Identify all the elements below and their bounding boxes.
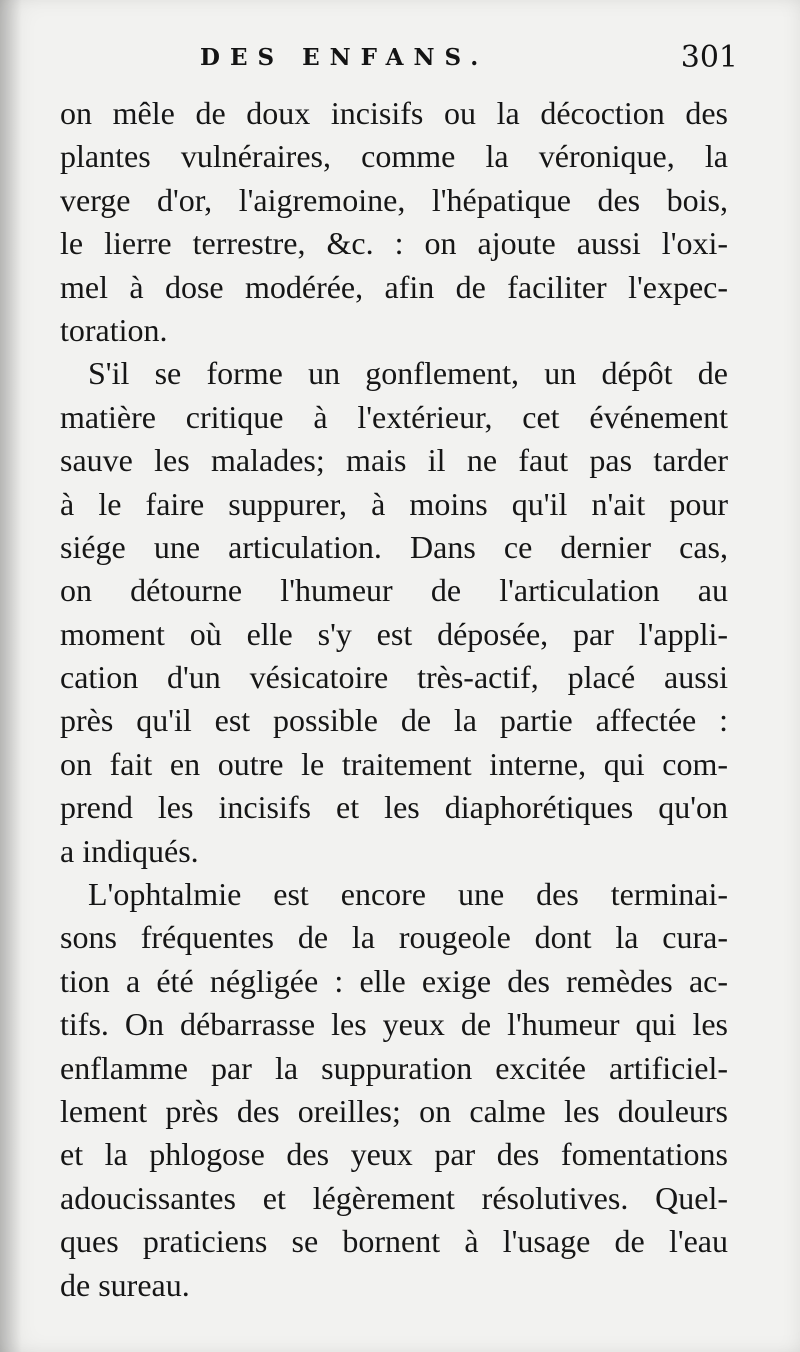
text-line: on détourne l'humeur de l'articulation au [60, 572, 728, 609]
text-line: tifs. On débarrasse les yeux de l'humeur qui les [60, 1006, 728, 1043]
text-line: adoucissantes et légèrement résolutives. Quel- [60, 1179, 728, 1216]
text-line: siége une articulation. Dans ce dernier cas, [60, 528, 728, 565]
body-text [60, 92, 728, 1307]
page-number: 301 [680, 40, 738, 75]
text-line: on mêle de doux incisifs ou la décoction des [60, 95, 728, 131]
text-line: toration. [60, 311, 168, 348]
running-title: DES ENFANS. [200, 44, 489, 71]
text-line: verge d'or, l'aigremoine, l'hépatique des bois, [60, 181, 728, 218]
running-head [60, 40, 740, 80]
text-line: cation d'un vésicatoire très-actif, placé aussi [60, 659, 728, 696]
text-line: L'ophtalmie est encore une des terminai- [88, 876, 728, 913]
text-line: ques praticiens se bornent à l'usage de l'eau [60, 1223, 728, 1260]
text-line: le lierre terrestre, &c. : on ajoute aussi l'oxi- [60, 225, 728, 262]
text-line: de sureau. [60, 1266, 190, 1303]
text-line: mel à dose modérée, afin de faciliter l'expec- [60, 268, 728, 305]
text-line: sauve les malades; mais il ne faut pas tarder [60, 442, 728, 479]
text-line: près qu'il est possible de la partie affectée : [60, 702, 728, 739]
text-line: S'il se forme un gonflement, un dépôt de [88, 355, 728, 392]
text-line: prend les incisifs et les diaphorétiques qu'on [60, 789, 728, 826]
text-line: et la phlogose des yeux par des fomentations [60, 1136, 728, 1173]
gutter-shadow [0, 0, 22, 1352]
text-line: matière critique à l'extérieur, cet événement [60, 398, 728, 435]
text-line: on fait en outre le traitement interne, qui com- [60, 745, 728, 782]
text-line: plantes vulnéraires, comme la véronique, la [60, 138, 728, 175]
text-line: à le faire suppurer, à moins qu'il n'ait pour [60, 485, 728, 522]
text-line: lement près des oreilles; on calme les douleurs [60, 1092, 728, 1129]
text-line: sons fréquentes de la rougeole dont la cura- [60, 919, 728, 956]
text-line: moment où elle s'y est déposée, par l'appli- [60, 615, 728, 652]
text-line: enflamme par la suppuration excitée artificiel- [60, 1049, 728, 1086]
text-line: a indiqués. [60, 832, 199, 869]
text-line: tion a été négligée : elle exige des remèdes ac- [60, 962, 728, 999]
